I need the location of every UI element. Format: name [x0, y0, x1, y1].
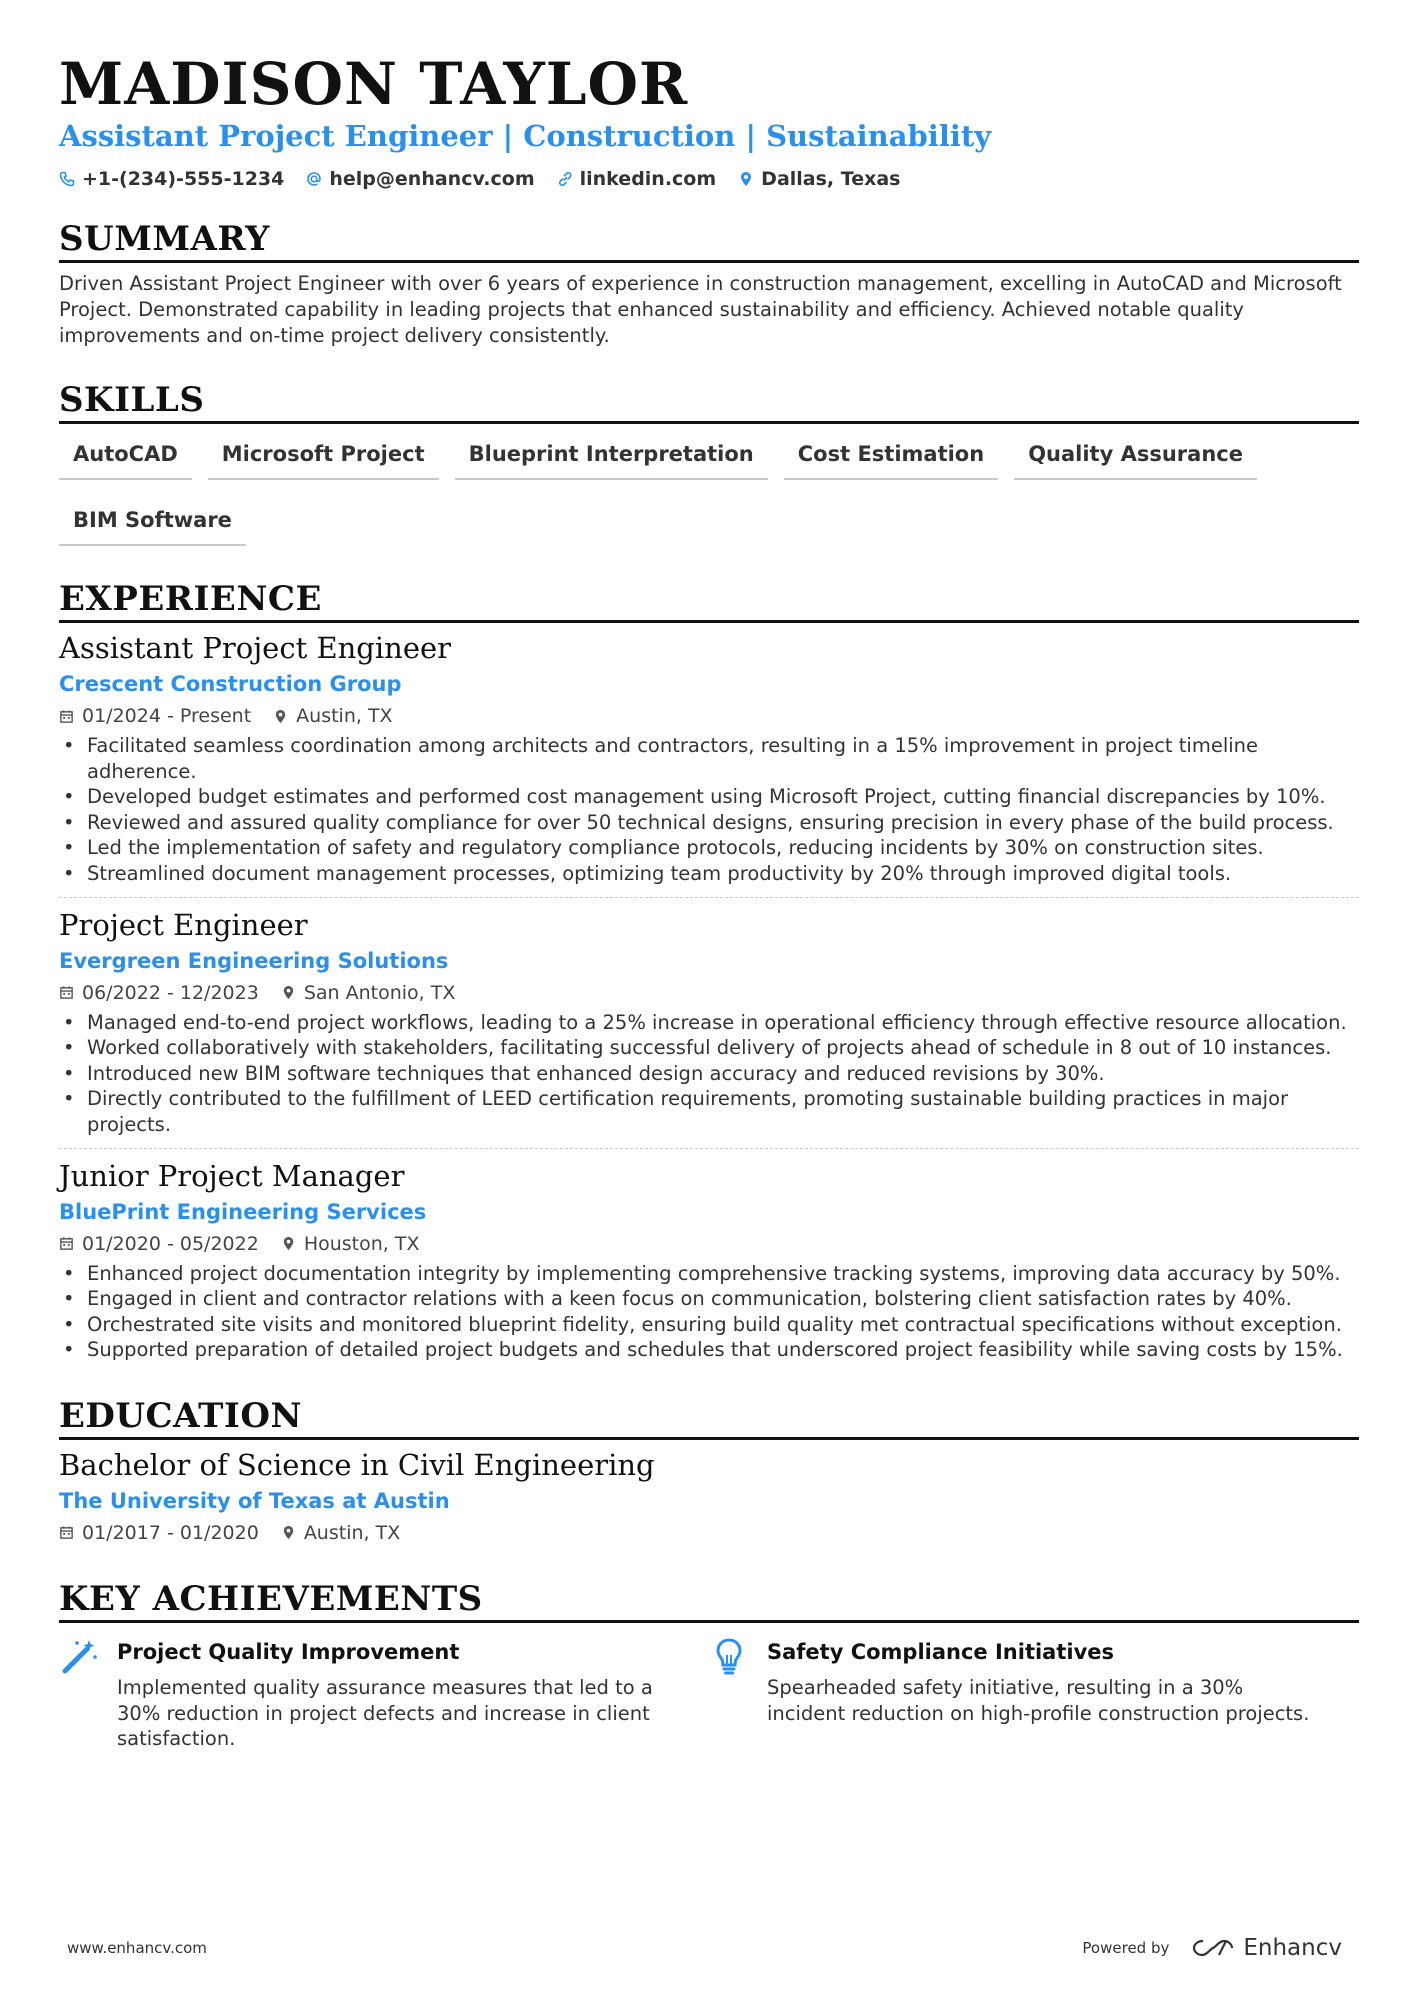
education-title: EDUCATION [59, 1395, 1359, 1440]
achievement-item [709, 1637, 1359, 1752]
location-icon [281, 1236, 296, 1251]
education-entry [59, 1446, 1359, 1552]
job-entry [59, 629, 1359, 893]
degree-title: Bachelor of Science in Civil Engineering [59, 1447, 655, 1482]
candidate-name: MADISON TAYLOR [59, 50, 689, 118]
education-location: Austin, TX [303, 1521, 401, 1544]
email-text: help@enhancv.com [329, 168, 535, 190]
contact-location [738, 168, 900, 190]
summary-section [59, 218, 1359, 349]
achievement-text: Spearheaded safety initiative, resulting in a 30% incident reduction on high-profile construction projects. [767, 1675, 1310, 1725]
bullet-item: • Led the implementation of safety and regulatory compliance protocols, reducing incidents by 30% on construction sites. [59, 835, 1359, 861]
job-dates: 06/2022 - 12/2023 [82, 981, 259, 1004]
contact-email[interactable] [306, 168, 534, 190]
skills-title: SKILLS [59, 379, 1359, 424]
skill-tag: Blueprint Interpretation [455, 430, 768, 480]
skill-tag: BIM Software [59, 496, 246, 546]
experience-title: EXPERIENCE [59, 578, 1359, 623]
location-icon [281, 1525, 296, 1540]
footer-branding [1082, 1935, 1342, 1961]
job-title: Assistant Project Engineer [59, 631, 452, 665]
achievements-title: KEY ACHIEVEMENTS [59, 1578, 1359, 1623]
school-name: The University of Texas at Austin [59, 1488, 450, 1513]
job-dates: 01/2024 - Present [82, 705, 252, 727]
powered-by-label: Powered by [1082, 1939, 1170, 1957]
education-section [59, 1395, 1359, 1552]
magic-wand-icon [59, 1637, 99, 1677]
footer-website[interactable]: www.enhancv.com [67, 1939, 207, 1957]
calendar-icon [59, 985, 74, 1000]
bullet-item: • Worked collaboratively with stakeholders, facilitating successful delivery of projects ahead of schedule in 8 out of 10 instances. [59, 1035, 1359, 1061]
job-entry [59, 1148, 1359, 1369]
calendar-icon [59, 709, 74, 724]
bullet-item: • Directly contributed to the fulfillment of LEED certification requirements, promoting sustainable building practices in major projects. [59, 1086, 1359, 1137]
location-icon [273, 709, 288, 724]
company-name: BluePrint Engineering Services [59, 1199, 427, 1224]
phone-text: +1-(234)-555-1234 [82, 168, 285, 190]
calendar-icon [59, 1525, 74, 1540]
resume-page [59, 52, 1359, 1752]
job-bullets [59, 1261, 1359, 1363]
skills-section [59, 379, 1359, 546]
company-name: Evergreen Engineering Solutions [59, 948, 449, 973]
headline: Assistant Project Engineer | Construction | Sustainability [59, 119, 992, 153]
calendar-icon [59, 1236, 74, 1251]
bullet-item: • Streamlined document management processes, optimizing team productivity by 20% through improved digital tools. [59, 861, 1359, 887]
summary-text: Driven Assistant Project Engineer with over 6 years of experience in construction management, excelling in AutoCAD and Microsoft Project. Demonstrated capability in leading projects that enhanced sustainability and efficiency. Achieved notable quality improvements and on-time project delivery consistently. [59, 272, 1342, 347]
job-meta [59, 980, 1359, 1006]
job-location: Austin, TX [296, 705, 393, 727]
skill-tag: Quality Assurance [1014, 430, 1257, 480]
achievements-grid [59, 1637, 1359, 1752]
skill-tag: Microsoft Project [208, 430, 439, 480]
bullet-item: • Managed end-to-end project workflows, leading to a 25% increase in operational efficiency through effective resource allocation. [59, 1010, 1359, 1036]
job-dates: 01/2020 - 05/2022 [82, 1232, 259, 1255]
education-meta [59, 1520, 1359, 1546]
page-footer [67, 1935, 1342, 1961]
contact-phone[interactable] [59, 168, 284, 190]
experience-section [59, 578, 1359, 1369]
job-title: Junior Project Manager [59, 1158, 405, 1193]
contact-linkedin[interactable] [557, 168, 717, 190]
job-meta [59, 703, 1359, 729]
enhancv-logo-icon [1191, 1937, 1235, 1959]
location-icon [738, 171, 754, 187]
bullet-item: • Orchestrated site visits and monitored blueprint fidelity, ensuring build quality met contractual specifications without exception. [59, 1312, 1359, 1338]
contact-bar [59, 164, 1359, 194]
achievements-section [59, 1578, 1359, 1752]
skill-tag: Cost Estimation [784, 430, 998, 480]
enhancv-brand-text: Enhancv [1243, 1935, 1342, 1961]
summary-title: SUMMARY [59, 218, 1359, 263]
job-location: Houston, TX [303, 1232, 420, 1255]
at-icon [306, 171, 322, 187]
job-title: Project Engineer [59, 907, 308, 942]
skills-list [59, 430, 1309, 546]
job-location: San Antonio, TX [303, 981, 456, 1004]
achievement-title: Project Quality Improvement [117, 1639, 460, 1664]
bullet-item: • Engaged in client and contractor relations with a keen focus on communication, bolstering client satisfaction rates by 40%. [59, 1286, 1359, 1312]
bullet-item: • Supported preparation of detailed project budgets and schedules that underscored project feasibility while saving costs by 15%. [59, 1337, 1359, 1363]
company-name: Crescent Construction Group [59, 672, 402, 696]
job-meta [59, 1231, 1359, 1257]
job-entry [59, 897, 1359, 1144]
achievement-item [59, 1637, 709, 1752]
phone-icon [59, 171, 75, 187]
link-icon [557, 171, 573, 187]
achievement-title: Safety Compliance Initiatives [767, 1639, 1115, 1664]
linkedin-text: linkedin.com [579, 168, 717, 190]
education-dates: 01/2017 - 01/2020 [82, 1521, 259, 1544]
job-bullets [59, 733, 1359, 887]
bullet-item: • Developed budget estimates and performed cost management using Microsoft Project, cutting financial discrepancies by 10%. [59, 784, 1359, 810]
enhancv-logo[interactable] [1191, 1935, 1342, 1961]
achievement-text: Implemented quality assurance measures that led to a 30% reduction in project defects and increase in client satisfaction. [117, 1675, 653, 1751]
lightbulb-icon [709, 1637, 749, 1677]
skill-tag: AutoCAD [59, 430, 192, 480]
location-icon [281, 985, 296, 1000]
resume-header [59, 52, 1359, 194]
bullet-item: • Facilitated seamless coordination among architects and contractors, resulting in a 15% improvement in project timeline adherence. [59, 733, 1359, 784]
job-bullets [59, 1010, 1359, 1138]
bullet-item: • Reviewed and assured quality compliance for over 50 technical designs, ensuring precision in every phase of the build process. [59, 810, 1359, 836]
bullet-item: • Introduced new BIM software techniques that enhanced design accuracy and reduced revisions by 30%. [59, 1061, 1359, 1087]
location-text: Dallas, Texas [761, 168, 901, 190]
bullet-item: • Enhanced project documentation integrity by implementing comprehensive tracking systems, improving data accuracy by 50%. [59, 1261, 1359, 1287]
